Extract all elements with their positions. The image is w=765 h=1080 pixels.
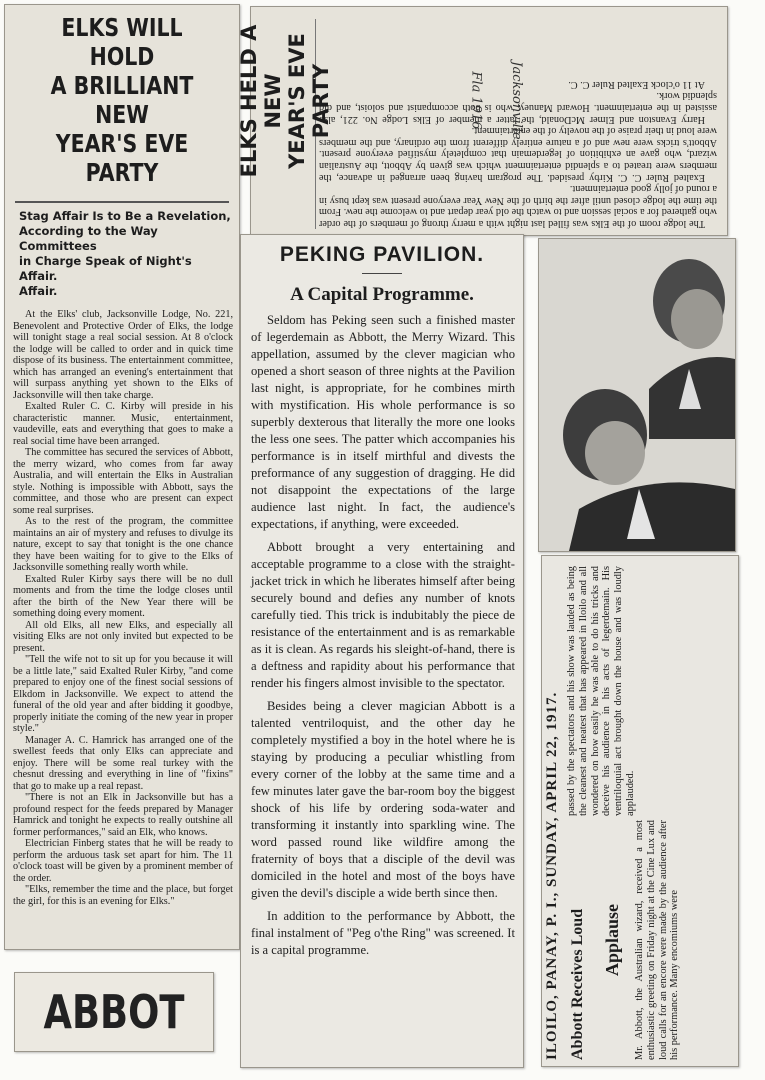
paragraph: Exalted Ruler Kirby says there will be no dull moments and from the time the lodge closes until after the birth of the New Year there will be something doing every moment. xyxy=(13,573,233,619)
headline: ELKS WILL HOLD A BRILLIANT NEW YEAR'S EVE PARTY xyxy=(50,13,194,187)
subheadline: Stag Affair Is to Be a Revelation, According to the Way Committees in Charge Speak of Night's Affair. Affair. xyxy=(19,209,231,298)
paragraph: As to the rest of the program, the committee maintains an air of mystery and refuses to divulge its nature, except to say that tonight is the one chance they have been waiting for to give to the Elks of Jacksonville something really worth while. xyxy=(13,516,233,573)
peking-pavilion-clipping xyxy=(240,234,524,1068)
paragraph: Abbott brought a very entertaining and acceptable programme to a close with the straight-jacket trick in which he liberates himself after being securely bound and defies any number of knots carefully tied. This trick is indubitably the piece de resistance of the entertainment and is as remarkable as it is clean. As regards his sleight-of-hand, there is a deftness and rapidity about his performance that render his fingers almost invisible to the spectator. xyxy=(251,540,515,690)
portrait-image xyxy=(539,239,735,551)
paragraph: Seldom has Peking seen such a finished master of legerdemain as Abbott, the Merry Wizard. This appellation, assumed by the clever magician who opened a short season of three nights at the Pavilion last night, is appropriate, for he combines mirth with mystification. His whole performance is so superbly dexterous that literally the more one looks the less one sees. The patter which accompanies his performance is in itself mirthful and divests the preformance of any suggestion of dragging. He did not disappoint the expectations of the large audience last night. In fact, the audience's expectations, if anything, were exceeded. xyxy=(251,313,515,531)
elks-held-clipping xyxy=(237,6,728,236)
paragraph: The committee has secured the services of Abbott, the merry wizard, who comes from far away Australia, and will entertain the Elks in Australian style. Nothing is impossible with Abbott, says the committee, and those who are present can expect some real surprises. xyxy=(13,447,233,516)
paragraph: In addition to the performance by Abbott, the final instalment of "Peg o'the Ring" was screened. It is a capital programme. xyxy=(251,909,515,957)
portrait-photo xyxy=(538,238,736,552)
rotated-clipping-content xyxy=(542,556,738,1066)
article-body-part: Mr. Abbott, the Australian wizard, received a most enthusiastic greeting on Friday night at the Cine Lux and loud calls for an encore were made by the audience after his performance. Many encomiums were xyxy=(634,820,681,1060)
paragraph: The lodge room of the Elks was filled last night with a merry throng of members of the order who gathered for a social session and to watch the old year depart and to welcome the new. From the time the lodge closed until after the birth of the New Year everyone present was kept busy in a round of jolly good entertainment. xyxy=(319,183,717,229)
paragraph: Besides being a clever magician Abbott is a talented ventriloquist, and the other day he completely mystified a boy in the hotel where he is staying by producing a peculiar whistling from every corner of the lobby at the same time and a few minutes later gave the bar-room boy the biggest shock of his life by ordering soda-water and transforming it instantly into sparkling wine. The word passed round like wildfire among the fraternity of boys that a disciple of the devil was domiciled in the hotel and most of the boys have given the devil's disciple a wide berth since then. xyxy=(251,699,515,900)
paragraph: "Elks, remember the time and the place, but forget the girl, for this is an evening for Elks." xyxy=(13,884,233,907)
paragraph: At the Elks' club, Jacksonville Lodge, No. 221, Benevolent and Protective Order of Elks, the lodge will tonight stage a real social session. At 8 o'clock the lodge will be called to order and in quick time dispose of its business. The entertainment committee, which has arranged an evening's entertainment that will surpass anything yet shown to the Elks of Jacksonville will then take charge. xyxy=(13,309,233,401)
paragraph: "There is not an Elk in Jacksonville but has a profound respect for the feeds prepared by Manager Hamrick and tonight he expects to really outshine all former performances," said an Elk, who knows. xyxy=(13,792,233,838)
paragraph: Exalted Ruler C. C. Kirby will preside in his characteristic manner. Music, entertainment, vaudeville, eats and everything that goes to make a real social time have been arranged. xyxy=(13,401,233,447)
divider xyxy=(362,273,402,274)
headline xyxy=(568,820,622,1060)
article-body-part: passed by the spectators and his show was lauded as being the cleanest and neatest that has appeared in Iloilo and all wondered on how easily he was able to do his tricks and deceive his audience in his acts of legerdemain. His ventriloquial act brought down the house and was loudly applauded. xyxy=(566,566,636,816)
divider xyxy=(15,201,229,203)
headline-box xyxy=(237,19,333,229)
dateline: ILOILO, PANAY, P. I., SUNDAY, APRIL 22, 1917. xyxy=(544,691,560,1060)
headline-line: Abbott Receives Loud xyxy=(569,908,586,1060)
paragraph: Exalted Ruler C. C. Kirby presided. The program having been arranged in advance, the members were treated to a splendid entertainment which was given by Abbott, the Australian wizard, who gave an exhibition of legerdemain that completely mystified everyone present. Abbott's tricks were new and of a nature entirely different from the ordinary, and the members were loud in their praise of the novelty of the entertainment. xyxy=(319,125,717,183)
paragraph: Electrician Finberg states that he will be ready to perform the arduous task set apart for him. The 11 o'clock toast will be given by a prominent member of the order. xyxy=(13,838,233,884)
handwritten-note: Jacksonville xyxy=(508,61,524,140)
article-title: PEKING PAVILION. xyxy=(279,243,485,266)
article-body xyxy=(251,312,515,959)
abbot-label: ABBOT xyxy=(43,985,185,1039)
article-body xyxy=(13,309,233,907)
paragraph: Manager A. C. Hamrick has arranged one of the swellest feeds that only Elks can appreciate and enjoy. There will be some real turkey with the chesnut dressing and everything in line of "fixins" that go to make up a real repast. xyxy=(13,734,233,792)
paragraph: At 11 o'clock Exalted Ruler C. C. xyxy=(568,78,705,90)
handwritten-note: Fla 1916 xyxy=(468,71,484,130)
article-subtitle: A Capital Programme. xyxy=(290,284,474,305)
paragraph: Harry Evanston and Elmer McDonald, the latter a member of Elks Lodge No. 221, also assisted in the entertainment. Howard Manuey, who is both accompanist and soloist, and did splendid work. xyxy=(319,90,717,125)
paragraph: "Tell the wife not to sit up for you because it will be a little late," said Exalted Ruler Kirby, "and come prepared to enjoy one of the finest social sessions of Elkdom in Jacksonville. We expect to attend the funeral of the old year and after bidding it goodbye, properly initiate the coming of the new year in proper style." xyxy=(13,654,233,734)
iloilo-clipping xyxy=(541,555,739,1067)
headline: ELKS HELD A NEW YEAR'S EVE PARTY xyxy=(237,24,333,178)
elks-will-hold-clipping xyxy=(4,4,240,950)
inverted-clipping-content xyxy=(237,7,727,235)
headline-line: Applause xyxy=(602,903,622,977)
abbot-label-clipping xyxy=(14,972,214,1052)
paragraph: All old Elks, all new Elks, and especially all visiting Elks are not only invited but expected to be present. xyxy=(13,619,233,654)
